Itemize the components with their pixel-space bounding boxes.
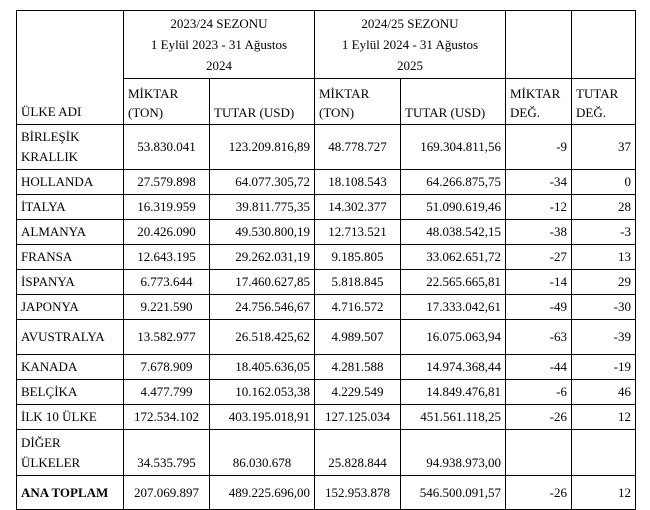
header-line: DEĞ. (510, 105, 540, 120)
quantity-2024-cell: 207.069.897 (124, 476, 210, 510)
quantity-2025-cell: 152.953.878 (315, 476, 401, 510)
value-2025-cell: 94.938.973,00 (401, 430, 506, 476)
quantity-change-cell: -27 (506, 245, 572, 270)
quantity-2025-cell: 48.778.727 (315, 125, 401, 170)
quantity-2024-cell: 4.477.799 (124, 380, 210, 405)
country-cell: AVUSTRALYA (17, 320, 124, 355)
value-change-cell: 29 (572, 270, 636, 295)
quantity-2024-cell: 20.426.090 (124, 220, 210, 245)
season-title: 2023/24 SEZONU (170, 16, 268, 31)
country-cell: İTALYA (17, 195, 124, 220)
country-cell (17, 430, 124, 476)
quantity-change-cell: -9 (506, 125, 572, 170)
value-2024-cell: 24.756.546,67 (210, 295, 315, 320)
value-change-cell: 13 (572, 245, 636, 270)
table-row (17, 195, 636, 220)
season-2024-25-header (315, 11, 506, 79)
value-2025-cell: 16.075.063,94 (401, 320, 506, 355)
quantity-2025-cell: 4.281.588 (315, 355, 401, 380)
season-period: 1 Eylül 2023 - 31 Ağustos (150, 37, 288, 52)
country-cell: İLK 10 ÜLKE (17, 405, 124, 430)
table-row (17, 245, 636, 270)
quantity-2025-cell: 12.713.521 (315, 220, 401, 245)
value-2025-cell: 546.500.091,57 (401, 476, 506, 510)
value-2025-header: TUTAR (USD) (401, 79, 506, 125)
quantity-2024-cell: 172.534.102 (124, 405, 210, 430)
value-2025-cell: 64.266.875,75 (401, 170, 506, 195)
header-line: MİKTAR (510, 86, 561, 101)
quantity-2025-cell: 9.185.805 (315, 245, 401, 270)
quantity-change-cell: -49 (506, 295, 572, 320)
quantity-change-cell: -12 (506, 195, 572, 220)
quantity-change-cell: -6 (506, 380, 572, 405)
header-line: TUTAR (576, 86, 619, 101)
table-row (17, 355, 636, 380)
country-name-line: DİĞER (21, 435, 61, 450)
table-row (17, 295, 636, 320)
quantity-2025-cell: 127.125.034 (315, 405, 401, 430)
value-2024-cell: 10.162.053,38 (210, 380, 315, 405)
country-cell (17, 125, 124, 170)
header-line: DEĞ. (576, 105, 606, 120)
quantity-2025-cell: 18.108.543 (315, 170, 401, 195)
value-2024-cell: 86.030.678 (210, 430, 315, 476)
empty-header-cell (572, 11, 636, 79)
value-2025-cell: 51.090.619,46 (401, 195, 506, 220)
country-header: ÜLKE ADI (17, 11, 124, 125)
value-2024-cell: 489.225.696,00 (210, 476, 315, 510)
quantity-2024-header (124, 79, 210, 125)
value-2025-cell: 22.565.665,81 (401, 270, 506, 295)
country-name-line: BİRLEŞİK (21, 129, 80, 144)
value-2024-cell: 18.405.636,05 (210, 355, 315, 380)
value-2024-cell: 49.530.800,19 (210, 220, 315, 245)
country-cell: İSPANYA (17, 270, 124, 295)
country-name-line: KRALLIK (21, 149, 79, 164)
value-change-cell: 12 (572, 476, 636, 510)
table-row (17, 405, 636, 430)
country-cell: HOLLANDA (17, 170, 124, 195)
table-row (17, 170, 636, 195)
header-row-seasons (17, 11, 636, 79)
country-cell: FRANSA (17, 245, 124, 270)
table-row (17, 220, 636, 245)
quantity-2025-cell: 4.716.572 (315, 295, 401, 320)
quantity-2025-cell: 14.302.377 (315, 195, 401, 220)
country-name-line: ÜLKELER (21, 455, 81, 470)
quantity-change-cell: -63 (506, 320, 572, 355)
season-title: 2024/25 SEZONU (361, 16, 459, 31)
value-change-cell: -3 (572, 220, 636, 245)
header-line: (TON) (319, 105, 355, 120)
value-2024-cell: 17.460.627,85 (210, 270, 315, 295)
quantity-2024-cell: 7.678.909 (124, 355, 210, 380)
quantity-2024-cell: 27.579.898 (124, 170, 210, 195)
quantity-2025-cell: 25.828.844 (315, 430, 401, 476)
value-2025-cell: 451.561.118,25 (401, 405, 506, 430)
value-change-cell: -30 (572, 295, 636, 320)
quantity-change-header (506, 79, 572, 125)
value-change-header (572, 79, 636, 125)
country-cell: ALMANYA (17, 220, 124, 245)
value-change-cell: 37 (572, 125, 636, 170)
value-2025-cell: 14.849.476,81 (401, 380, 506, 405)
value-change-cell: 46 (572, 380, 636, 405)
value-2025-cell: 48.038.542,15 (401, 220, 506, 245)
quantity-2025-header (315, 79, 401, 125)
season-2023-24-header (124, 11, 315, 79)
table-row (17, 380, 636, 405)
quantity-change-cell: -34 (506, 170, 572, 195)
value-change-cell: -19 (572, 355, 636, 380)
value-2025-cell: 33.062.651,72 (401, 245, 506, 270)
season-year: 2024 (206, 58, 232, 73)
quantity-2024-cell: 6.773.644 (124, 270, 210, 295)
quantity-2025-cell: 5.818.845 (315, 270, 401, 295)
value-change-cell (572, 430, 636, 476)
quantity-change-cell: -44 (506, 355, 572, 380)
quantity-2024-cell: 53.830.041 (124, 125, 210, 170)
country-cell: ANA TOPLAM (17, 476, 124, 510)
value-2024-cell: 26.518.425,62 (210, 320, 315, 355)
export-statistics-table (16, 10, 636, 510)
table-row (17, 125, 636, 170)
header-line: MİKTAR (128, 86, 179, 101)
value-2025-cell: 17.333.042,61 (401, 295, 506, 320)
value-2024-cell: 123.209.816,89 (210, 125, 315, 170)
season-period: 1 Eylül 2024 - 31 Ağustos (341, 37, 479, 52)
table-row (17, 320, 636, 355)
quantity-change-cell (506, 430, 572, 476)
value-2025-cell: 14.974.368,44 (401, 355, 506, 380)
value-2024-cell: 29.262.031,19 (210, 245, 315, 270)
quantity-change-cell: -26 (506, 405, 572, 430)
header-line: MİKTAR (319, 86, 370, 101)
country-cell: JAPONYA (17, 295, 124, 320)
value-2025-cell: 169.304.811,56 (401, 125, 506, 170)
quantity-2025-cell: 4.989.507 (315, 320, 401, 355)
value-2024-header: TUTAR (USD) (210, 79, 315, 125)
value-2024-cell: 403.195.018,91 (210, 405, 315, 430)
season-year: 2025 (397, 58, 423, 73)
header-line: (TON) (128, 105, 164, 120)
value-change-cell: 12 (572, 405, 636, 430)
value-change-cell: 0 (572, 170, 636, 195)
table-row (17, 430, 636, 476)
value-2024-cell: 64.077.305,72 (210, 170, 315, 195)
quantity-2024-cell: 12.643.195 (124, 245, 210, 270)
quantity-2024-cell: 13.582.977 (124, 320, 210, 355)
country-cell: BELÇİKA (17, 380, 124, 405)
quantity-change-cell: -38 (506, 220, 572, 245)
total-row (17, 476, 636, 510)
quantity-change-cell: -14 (506, 270, 572, 295)
value-2024-cell: 39.811.775,35 (210, 195, 315, 220)
value-change-cell: -39 (572, 320, 636, 355)
empty-header-cell (506, 11, 572, 79)
country-cell: KANADA (17, 355, 124, 380)
table-row (17, 270, 636, 295)
quantity-2024-cell: 9.221.590 (124, 295, 210, 320)
quantity-2024-cell: 34.535.795 (124, 430, 210, 476)
value-change-cell: 28 (572, 195, 636, 220)
quantity-change-cell: -26 (506, 476, 572, 510)
quantity-2025-cell: 4.229.549 (315, 380, 401, 405)
quantity-2024-cell: 16.319.959 (124, 195, 210, 220)
